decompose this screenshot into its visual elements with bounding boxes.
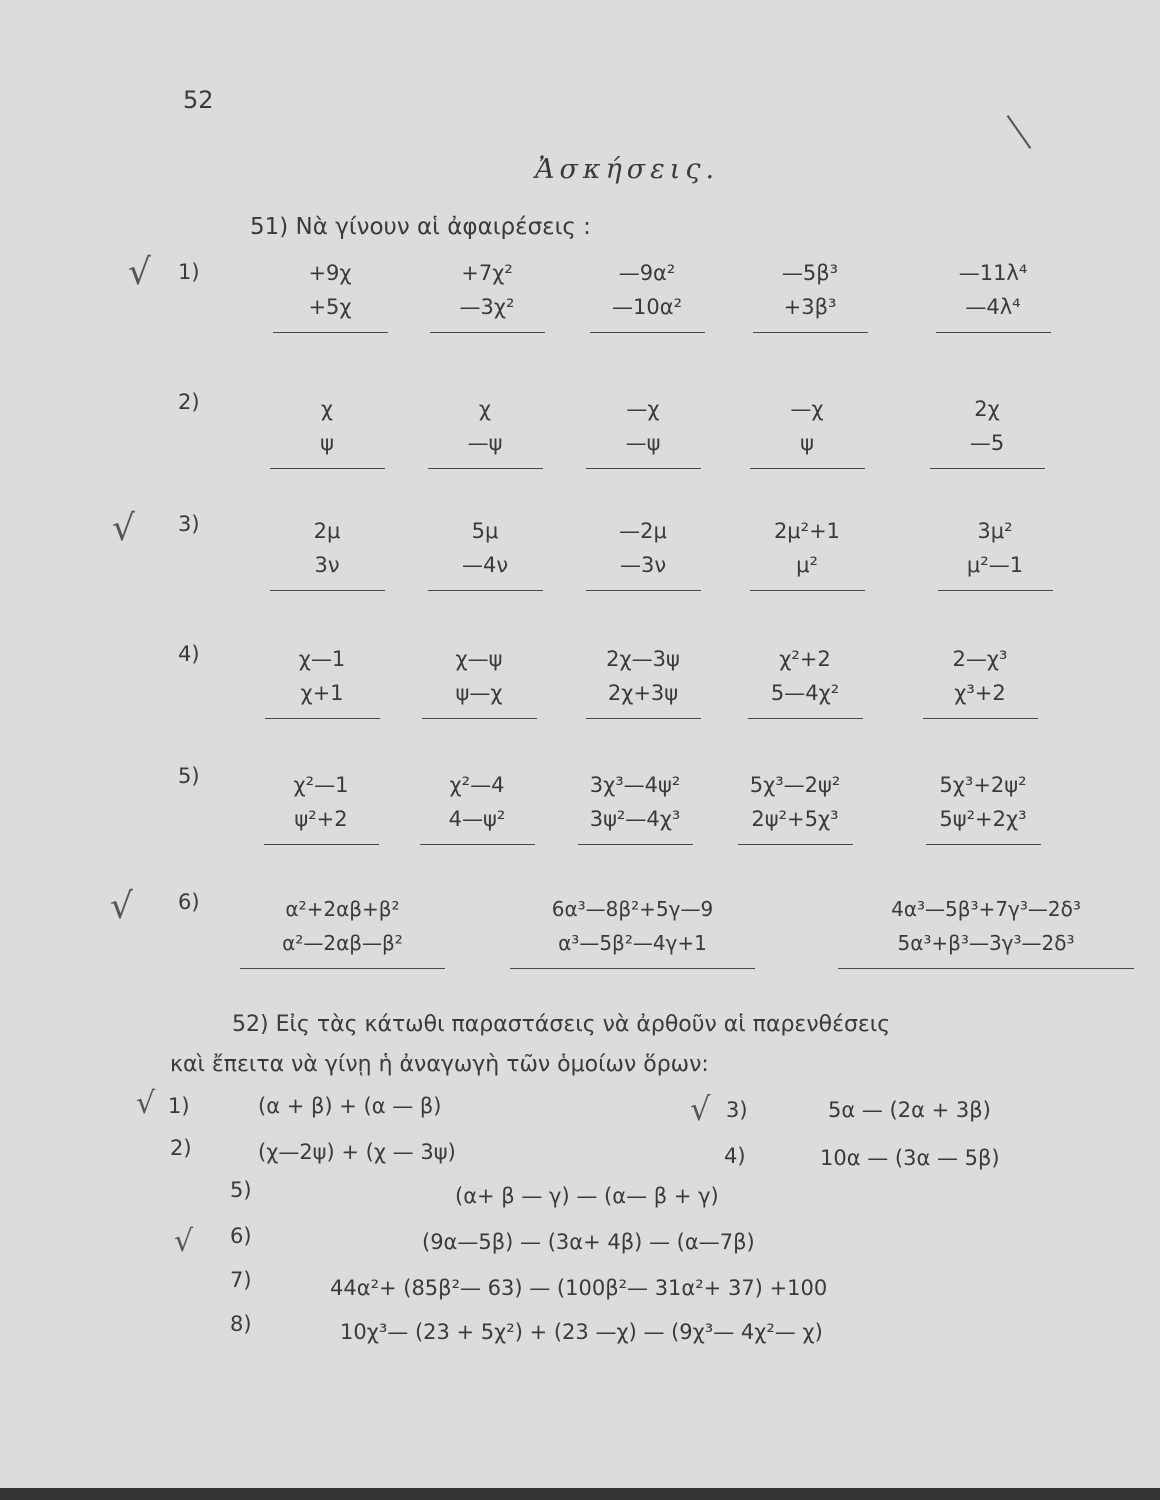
subtrahend: 5α³+β³—3γ³—2δ³: [897, 931, 1075, 955]
minuend: 5μ: [471, 519, 499, 543]
subtraction-cell: [570, 768, 700, 845]
minuend: —χ: [790, 397, 824, 421]
checkmark-icon: √: [174, 1224, 194, 1259]
subtraction-cell: [730, 768, 860, 845]
row-label: 6): [178, 890, 200, 914]
underline: [420, 844, 535, 845]
subtraction-cell: [930, 514, 1060, 591]
minuend: 2μ: [313, 519, 341, 543]
subtraction-cell: [240, 892, 445, 969]
subtrahend: —ψ: [625, 431, 661, 455]
subtraction-cell: [928, 256, 1058, 333]
subtrahend: 5—4χ²: [770, 681, 840, 705]
minuend: +7χ²: [461, 261, 513, 285]
underline: [938, 590, 1053, 591]
subtrahend: —10α²: [612, 295, 682, 319]
row-label: 4): [178, 642, 200, 666]
underline: [930, 468, 1045, 469]
minuend: 3χ³—4ψ²: [589, 773, 681, 797]
subtrahend: +3β³: [783, 295, 837, 319]
subtraction-cell: [422, 256, 552, 333]
minuend: —9α²: [618, 261, 676, 285]
underline: [838, 968, 1134, 969]
expression: (9α—5β) — (3α+ 4β) — (α—7β): [422, 1230, 755, 1254]
underline: [264, 844, 379, 845]
row-label: 3): [178, 512, 200, 536]
subtrahend: —3χ²: [459, 295, 515, 319]
subtrahend: α³—5β²—4γ+1: [558, 931, 707, 955]
subtrahend: —3ν: [619, 553, 667, 577]
subtraction-cell: [510, 892, 755, 969]
underline: [270, 468, 385, 469]
minuend: χ: [478, 397, 492, 421]
underline: [586, 468, 701, 469]
pen-tick-mark: [1007, 115, 1032, 149]
underline: [750, 468, 865, 469]
minuend: —5β³: [781, 261, 839, 285]
item-label: 6): [230, 1224, 252, 1248]
minuend: χ²+2: [779, 647, 831, 671]
subtrahend: μ²: [796, 553, 818, 577]
subtrahend: α²—2αβ—β²: [282, 931, 403, 955]
scan-bottom-edge: [0, 1488, 1160, 1500]
subtrahend: ψ²+2: [294, 807, 348, 831]
underline: [510, 968, 755, 969]
subtrahend: 3ν: [314, 553, 340, 577]
subtraction-cell: [262, 514, 392, 591]
subtrahend: —5: [969, 431, 1005, 455]
subtrahend: —4λ⁴: [965, 295, 1021, 319]
minuend: 5χ³—2ψ²: [749, 773, 841, 797]
subtraction-cell: [262, 392, 392, 469]
subtraction-cell: [582, 256, 712, 333]
minuend: —χ: [626, 397, 660, 421]
minuend: χ²—1: [293, 773, 349, 797]
subtraction-cell: [915, 642, 1045, 719]
subtrahend: χ+1: [300, 681, 344, 705]
minuend: χ: [320, 397, 334, 421]
underline: [422, 718, 537, 719]
underline: [270, 590, 385, 591]
underline: [923, 718, 1038, 719]
underline: [738, 844, 853, 845]
minuend: 2—χ³: [952, 647, 1008, 671]
subtrahend: μ²—1: [966, 553, 1024, 577]
item-label: 4): [724, 1144, 746, 1168]
minuend: 2χ: [974, 397, 1000, 421]
underline: [936, 332, 1051, 333]
underline: [750, 590, 865, 591]
subtraction-cell: [838, 892, 1134, 969]
underline: [753, 332, 868, 333]
subtraction-cell: [257, 642, 387, 719]
subtrahend: ψ: [320, 431, 334, 455]
underline: [428, 468, 543, 469]
minuend: χ—ψ: [455, 647, 503, 671]
subtraction-cell: [420, 392, 550, 469]
subtraction-cell: [265, 256, 395, 333]
subtraction-cell: [578, 392, 708, 469]
subtrahend: 4—ψ²: [448, 807, 506, 831]
row-label: 5): [178, 764, 200, 788]
subtraction-cell: [742, 514, 872, 591]
minuend: 2μ²+1: [773, 519, 841, 543]
underline: [265, 718, 380, 719]
minuend: 2χ—3ψ: [606, 647, 680, 671]
minuend: α²+2αβ+β²: [285, 897, 400, 921]
checkmark-icon: √: [110, 886, 133, 927]
subtraction-cell: [742, 392, 872, 469]
checkmark-icon: √: [128, 252, 151, 293]
subtrahend: 3ψ²—4χ³: [589, 807, 681, 831]
subtraction-cell: [922, 392, 1052, 469]
subtraction-cell: [412, 768, 542, 845]
item-label: 3): [726, 1098, 748, 1122]
underline: [586, 718, 701, 719]
subtraction-cell: [256, 768, 386, 845]
subtraction-cell: [420, 514, 550, 591]
page-heading: Ἀσκήσεις.: [535, 154, 720, 185]
minuend: +9χ: [308, 261, 352, 285]
subtrahend: ψ—χ: [455, 681, 503, 705]
underline: [430, 332, 545, 333]
expression: 10χ³— (23 + 5χ²) + (23 —χ) — (9χ³— 4χ²— χ): [340, 1320, 823, 1344]
underline: [273, 332, 388, 333]
subtraction-cell: [745, 256, 875, 333]
exercise-52-title: 52) Εἰς τὰς κάτωθι παραστάσεις νὰ ἀρθοῦν αἱ παρενθέσεις: [232, 1012, 891, 1037]
item-label: 7): [230, 1268, 252, 1292]
minuend: —11λ⁴: [958, 261, 1028, 285]
subtrahend: —ψ: [467, 431, 503, 455]
underline: [428, 590, 543, 591]
page-number: 52: [183, 86, 214, 114]
checkmark-icon: √: [690, 1090, 711, 1128]
subtraction-cell: [918, 768, 1048, 845]
item-label: 5): [230, 1178, 252, 1202]
underline: [748, 718, 863, 719]
subtrahend: —4ν: [461, 553, 509, 577]
underline: [578, 844, 693, 845]
checkmark-icon: √: [136, 1086, 156, 1121]
expression: 5α — (2α + 3β): [828, 1098, 991, 1122]
minuend: 3μ²: [977, 519, 1013, 543]
minuend: χ²—4: [449, 773, 505, 797]
minuend: 6α³—8β²+5γ—9: [551, 897, 714, 921]
row-label: 1): [178, 260, 200, 284]
expression: 10α — (3α — 5β): [820, 1146, 1000, 1170]
expression: (α+ β — γ) — (α— β + γ): [455, 1184, 719, 1208]
subtraction-cell: [578, 514, 708, 591]
checkmark-icon: √: [112, 508, 135, 549]
subtraction-cell: [578, 642, 708, 719]
exercise-51-title: 51) Νὰ γίνουν αἱ ἀφαιρέσεις :: [250, 214, 591, 240]
row-label: 2): [178, 390, 200, 414]
underline: [240, 968, 445, 969]
expression: 44α²+ (85β²— 63) — (100β²— 31α²+ 37) +100: [330, 1276, 828, 1300]
minuend: —2μ: [619, 519, 667, 543]
item-label: 8): [230, 1312, 252, 1336]
underline: [590, 332, 705, 333]
underline: [926, 844, 1041, 845]
minuend: 5χ³+2ψ²: [939, 773, 1027, 797]
subtrahend: ψ: [800, 431, 814, 455]
item-label: 2): [170, 1136, 192, 1160]
subtrahend: 5ψ²+2χ³: [939, 807, 1027, 831]
underline: [586, 590, 701, 591]
expression: (χ—2ψ) + (χ — 3ψ): [258, 1140, 456, 1164]
expression: (α + β) + (α — β): [258, 1094, 442, 1118]
subtraction-cell: [740, 642, 870, 719]
subtraction-cell: [414, 642, 544, 719]
subtrahend: +5χ: [308, 295, 352, 319]
subtrahend: 2ψ²+5χ³: [751, 807, 839, 831]
exercise-52-title-cont: καὶ ἔπειτα νὰ γίνῃ ἡ ἀναγωγὴ τῶν ὁμοίων ὅρων:: [170, 1052, 709, 1077]
item-label: 1): [168, 1094, 190, 1118]
minuend: 4α³—5β³+7γ³—2δ³: [891, 897, 1081, 921]
subtrahend: χ³+2: [954, 681, 1006, 705]
subtrahend: 2χ+3ψ: [607, 681, 679, 705]
minuend: χ—1: [298, 647, 346, 671]
